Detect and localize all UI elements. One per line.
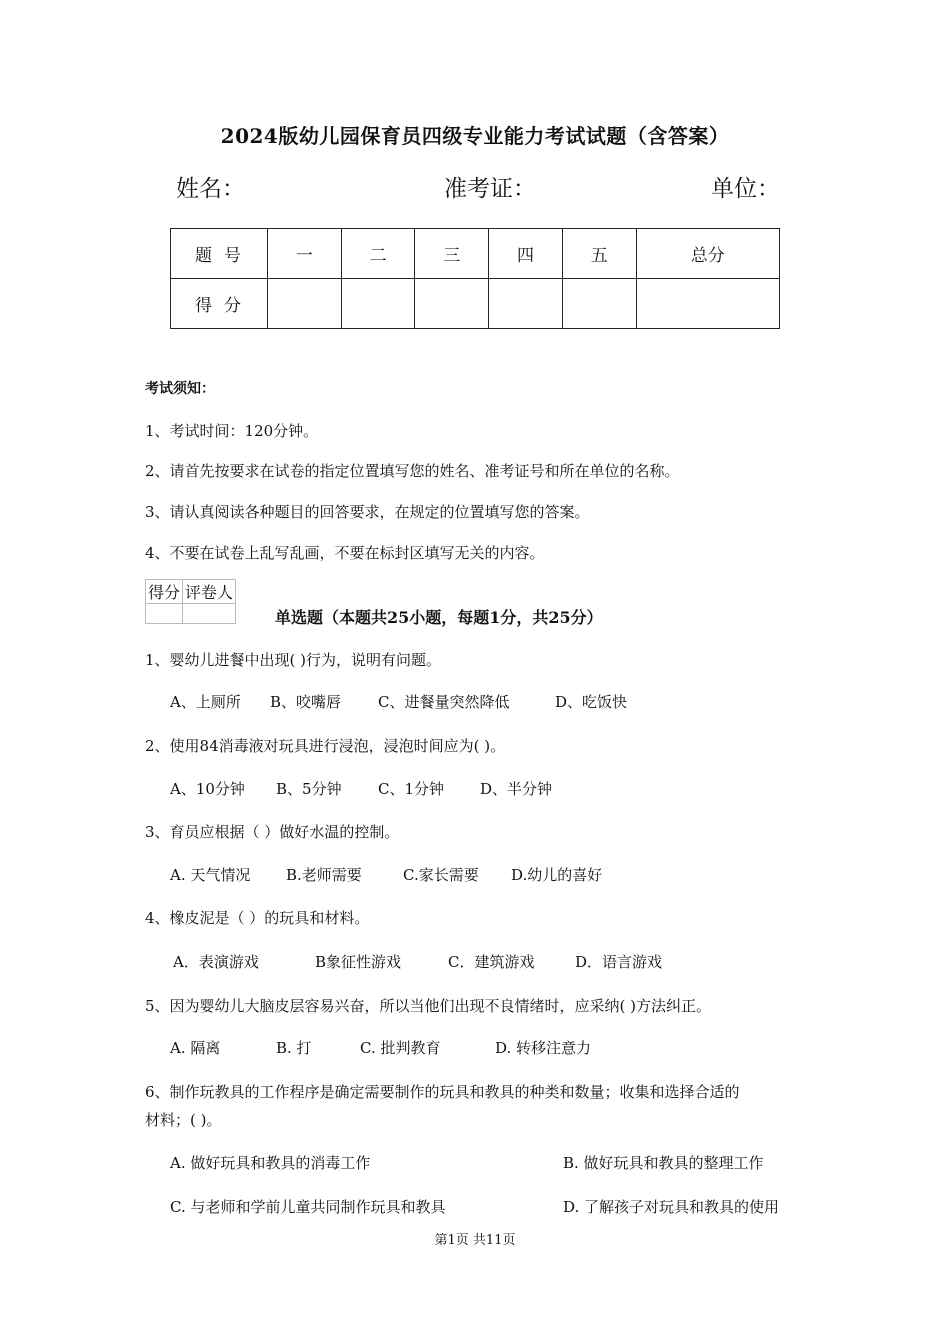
score-table-col-4: 四 — [489, 229, 563, 279]
option: A. 做好玩具和教具的消毒工作 — [170, 1154, 371, 1172]
grader-name-cell[interactable] — [183, 604, 236, 624]
grader-score-cell[interactable] — [146, 604, 183, 624]
score-table-col-5: 五 — [562, 229, 636, 279]
score-table — [170, 228, 780, 329]
option: C. 批判教育 — [360, 1039, 441, 1057]
question-text-line-1: 6、制作玩教具的工作程序是确定需要制作的玩具和教具的种类和数量；收集和选择合适的 — [145, 1083, 740, 1101]
notice-item: 3、请认真阅读各种题目的回答要求，在规定的位置填写您的答案。 — [145, 503, 590, 521]
question-text: 4、橡皮泥是（ ）的玩具和材料。 — [145, 909, 370, 927]
score-cell-total[interactable] — [636, 279, 779, 329]
option: A. 隔离 — [170, 1039, 221, 1057]
unit-label: 单位： — [711, 176, 780, 202]
option: C、1分钟 — [378, 780, 445, 798]
score-cell-2[interactable] — [341, 279, 415, 329]
score-table-score-row — [171, 279, 780, 329]
option: C、进餐量突然降低 — [378, 693, 510, 711]
option: A. 天气情况 — [170, 866, 251, 884]
notice-item: 1、考试时间：120分钟。 — [145, 422, 319, 440]
score-table-col-3: 三 — [415, 229, 489, 279]
exam-id-label: 准考证： — [444, 176, 536, 202]
score-table-question-number-label: 题号 — [171, 229, 268, 279]
question-text: 3、育员应根据（ ）做好水温的控制。 — [145, 823, 400, 841]
question-text-line-2: 材料；( )。 — [145, 1111, 222, 1129]
grader-box — [145, 579, 236, 624]
score-table-header-row — [171, 229, 780, 279]
option: A．表演游戏 — [173, 953, 259, 971]
option: D．语言游戏 — [575, 953, 663, 971]
question-text: 1、婴幼儿进餐中出现( )行为，说明有问题。 — [145, 651, 442, 669]
score-cell-4[interactable] — [489, 279, 563, 329]
option: B.老师需要 — [286, 866, 362, 884]
option: A、10分钟 — [170, 780, 245, 798]
notice-heading: 考试须知： — [145, 381, 215, 397]
option: A、上厕所 — [170, 693, 241, 711]
option: B、5分钟 — [276, 780, 342, 798]
option: C．建筑游戏 — [448, 953, 535, 971]
question-text: 2、使用84消毒液对玩具进行浸泡，浸泡时间应为( )。 — [145, 737, 506, 755]
option: C.家长需要 — [403, 866, 479, 884]
score-table-col-2: 二 — [341, 229, 415, 279]
score-cell-5[interactable] — [562, 279, 636, 329]
grader-score-label: 得分 — [146, 580, 183, 604]
option: B象征性游戏 — [315, 953, 402, 971]
score-table-score-label: 得分 — [171, 279, 268, 329]
notice-item: 2、请首先按要求在试卷的指定位置填写您的姓名、准考证号和所在单位的名称。 — [145, 462, 680, 480]
option: D. 转移注意力 — [495, 1039, 592, 1057]
question-text: 5、因为婴幼儿大脑皮层容易兴奋，所以当他们出现不良情绪时，应采纳( )方法纠正。 — [145, 997, 712, 1015]
option: D、吃饭快 — [555, 693, 628, 711]
name-label: 姓名： — [176, 176, 245, 202]
option: D、半分钟 — [480, 780, 553, 798]
option: B. 打 — [276, 1039, 312, 1057]
score-table-col-1: 一 — [268, 229, 342, 279]
notice-item: 4、不要在试卷上乱写乱画，不要在标封区填写无关的内容。 — [145, 544, 545, 562]
option: B. 做好玩具和教具的整理工作 — [563, 1154, 764, 1172]
section-heading: 单选题（本题共25小题，每题1分，共25分） — [275, 608, 603, 627]
score-cell-1[interactable] — [268, 279, 342, 329]
document-title: 2024版幼儿园保育员四级专业能力考试试题（含答案） — [220, 124, 730, 148]
option: C. 与老师和学前儿童共同制作玩具和教具 — [170, 1198, 446, 1216]
option: B、咬嘴唇 — [270, 693, 342, 711]
option: D. 了解孩子对玩具和教具的使用 — [563, 1198, 780, 1216]
score-cell-3[interactable] — [415, 279, 489, 329]
score-table-col-total: 总分 — [636, 229, 779, 279]
grader-name-label: 评卷人 — [183, 580, 236, 604]
page-footer: 第1页 共11页 — [434, 1233, 516, 1248]
option: D.幼儿的喜好 — [511, 866, 603, 884]
